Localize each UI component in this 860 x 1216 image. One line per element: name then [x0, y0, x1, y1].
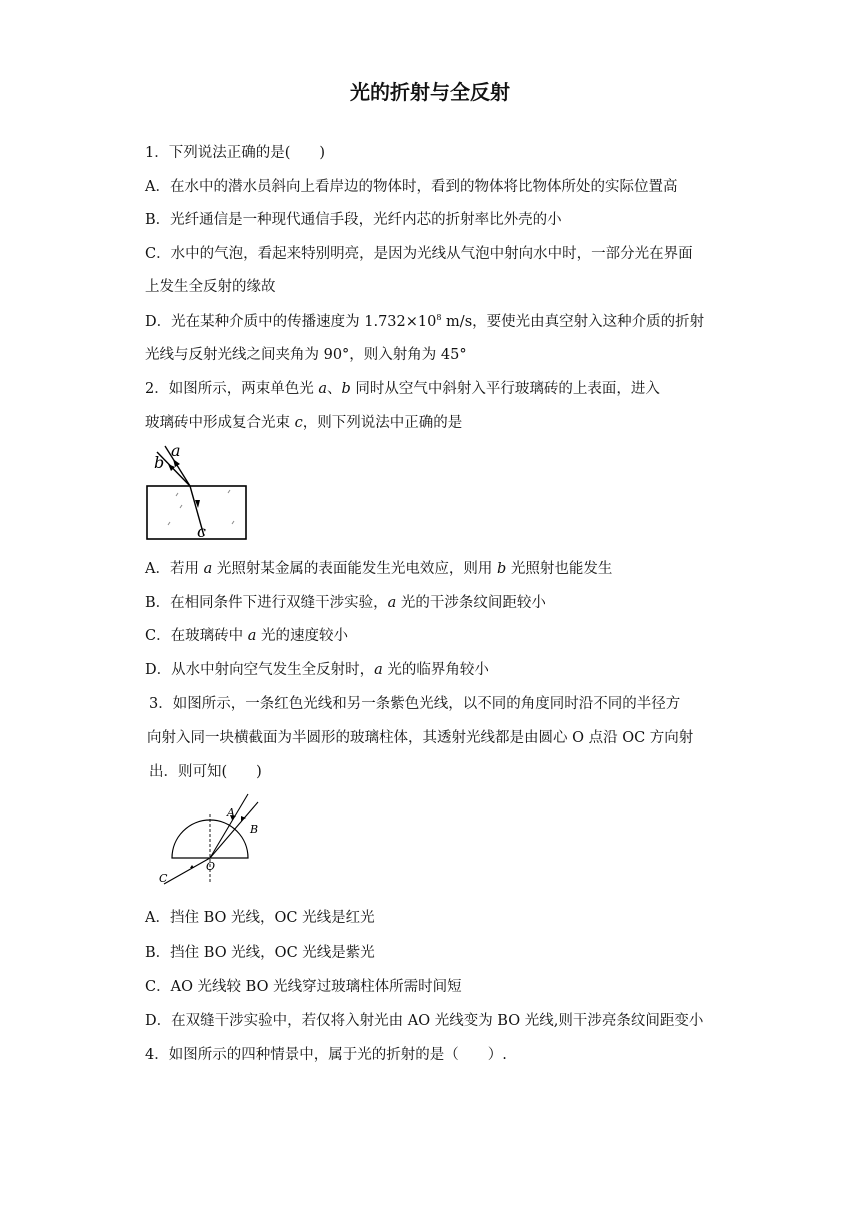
arrow-oc-icon: [190, 865, 194, 868]
ray-ao: [210, 794, 248, 858]
q2-var-b: b: [341, 381, 351, 397]
q3-option-a: A．挡住 BO 光线，OC 光线是红光: [145, 910, 375, 926]
q2-d-text-1: D．从水中射向空气发生全反射时，: [145, 662, 375, 678]
q2-b-text-1: B．在相同条件下进行双缝干涉实验，: [145, 595, 388, 611]
q1-d-text-a: D．光在某种介质中的传播速度为 1.732×10: [145, 314, 437, 330]
q2-c-text-1: C．在玻璃砖中: [145, 628, 248, 644]
q2-stem-text-4: ，则下列说法中正确的是: [302, 415, 463, 431]
glass-brick-figure: [140, 440, 255, 545]
q1-option-c-line1: C．水中的气泡，看起来特别明亮，是因为光线从气泡中射向水中时，一部分光在界面: [145, 246, 693, 262]
ray-oc: [164, 858, 210, 884]
q2-stem-line2: [145, 411, 462, 432]
q1-option-c-line2: 上发生全反射的缘故: [145, 279, 276, 295]
q2-var-a: a: [318, 381, 327, 397]
q2-var-c: c: [294, 415, 303, 431]
q2-stem-line1: [145, 377, 660, 398]
q2-option-c: [145, 624, 348, 645]
q3-option-d: D．在双缝干涉实验中，若仅将入射光由 AO 光线变为 BO 光线,则干涉亮条纹间距变小: [145, 1013, 704, 1029]
fig-label-c: c: [197, 522, 206, 541]
q2-stem-text-3: 玻璃砖中形成复合光束: [145, 415, 295, 431]
q2-option-b: [145, 591, 546, 612]
fig-label-B: B: [250, 823, 259, 836]
page-title: 光的折射与全反射: [350, 80, 510, 104]
q2-c-var-a: a: [247, 628, 257, 644]
q1-option-d-line1: [145, 310, 704, 331]
q2-a-text-1: A．若用: [145, 561, 204, 577]
q2-option-a: [145, 557, 612, 578]
fig-label-O: O: [206, 860, 216, 873]
q3-stem-line3: 出．则可知( ): [149, 764, 262, 780]
q2-c-text-2: 光的速度较小: [256, 628, 348, 644]
q3-option-c: C．AO 光线较 BO 光线穿过玻璃柱体所需时间短: [145, 979, 462, 995]
q2-a-var-a: a: [203, 561, 213, 577]
fig-label-A: A: [227, 806, 235, 819]
q1-option-a: A．在水中的潜水员斜向上看岸边的物体时，看到的物体将比物体所处的实际位置高: [145, 179, 678, 195]
q3-option-b: B．挡住 BO 光线，OC 光线是紫光: [145, 945, 375, 961]
semicircle-glass-figure: [150, 790, 270, 890]
q2-d-text-2: 光的临界角较小: [382, 662, 489, 678]
q2-stem-text: 2．如图所示，两束单色光: [145, 381, 319, 397]
q3-stem-line1: 3．如图所示，一条红色光线和另一条紫色光线，以不同的角度同时沿不同的半径方: [149, 696, 681, 712]
fig-label-b: b: [154, 453, 165, 472]
arrow-a-icon: [173, 459, 180, 467]
q1-option-d-line2: 光线与反射光线之间夹角为 90°，则入射角为 45°: [145, 347, 467, 363]
q2-b-var-a: a: [387, 595, 397, 611]
q1-stem: 1．下列说法正确的是( ): [145, 145, 326, 161]
q2-a-text-3: 光照射也能发生: [506, 561, 613, 577]
fig-label-a: a: [171, 441, 181, 460]
q2-option-d: [145, 658, 489, 679]
q1-option-b: B．光纤通信是一种现代通信手段，光纤内芯的折射率比外壳的小: [145, 212, 562, 228]
q2-b-text-2: 光的干涉条纹间距较小: [396, 595, 546, 611]
q1-d-exponent: 8: [436, 313, 442, 323]
q2-stem-text-2: 同时从空气中斜射入平行玻璃砖的上表面，进入: [350, 381, 660, 397]
q1-d-text-b: m/s，要使光由真空射入这种介质的折射: [441, 314, 705, 330]
q2-d-var-a: a: [374, 662, 383, 678]
q3-stem-line2: 向射入同一块横截面为半圆形的玻璃柱体，其透射光线都是由圆心 O 点沿 OC 方向射: [147, 730, 694, 746]
q2-a-var-b: b: [496, 561, 507, 577]
q2-sep: 、: [327, 381, 342, 397]
q4-stem: 4．如图所示的四种情景中，属于光的折射的是（ ）.: [145, 1047, 507, 1063]
q2-a-text-2: 光照射某金属的表面能发生光电效应，则用: [212, 561, 497, 577]
glass-texture: [168, 490, 234, 525]
fig-label-C: C: [159, 872, 168, 885]
